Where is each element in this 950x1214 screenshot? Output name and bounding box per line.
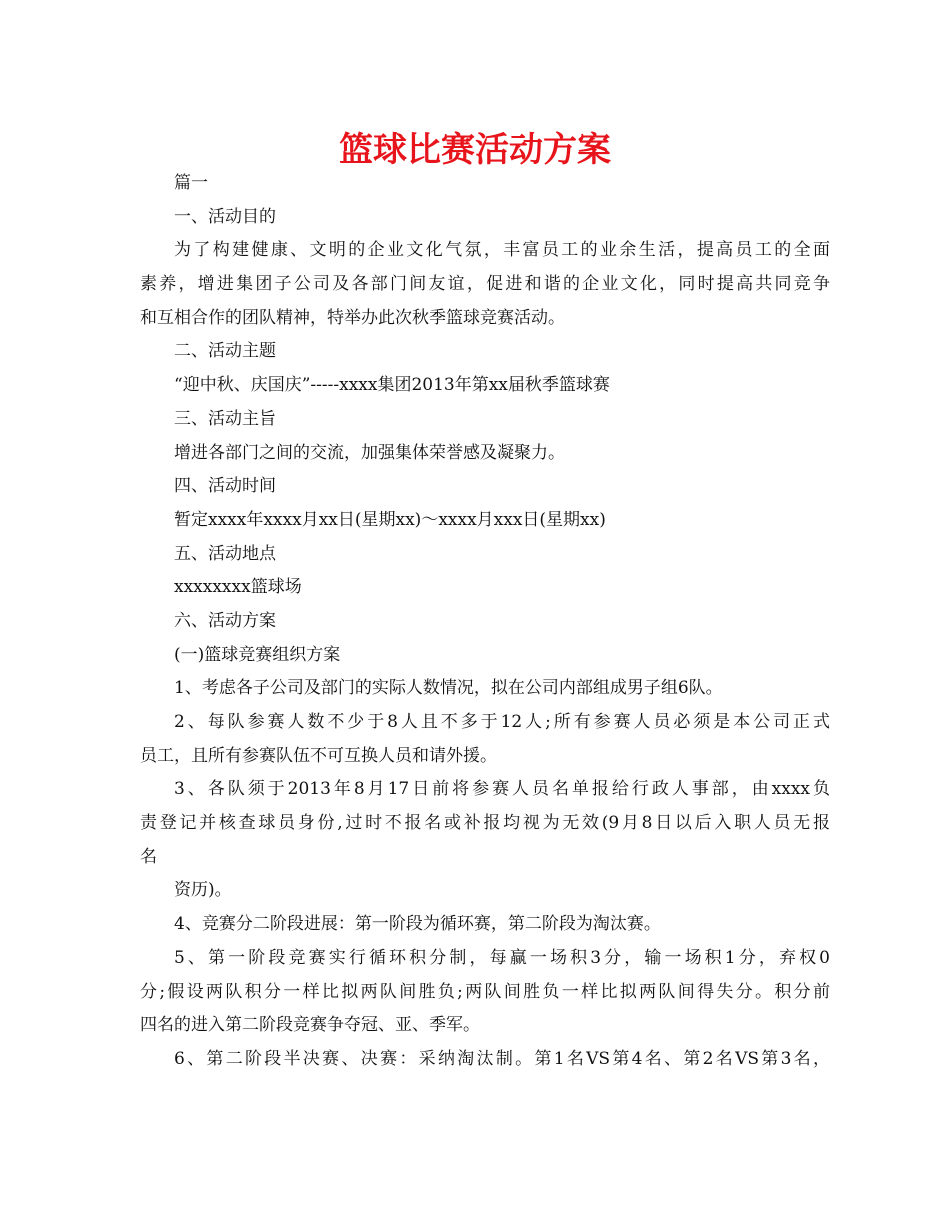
section-heading: 一、活动目的 [174, 206, 276, 227]
paragraph-line: 暂定xxxx年xxxx月xx日(星期xx)～xxxx月xxx日(星期xx) [174, 509, 606, 530]
paragraph-line: 为了构建健康、文明的企业文化气氛，丰富员工的业余生活，提高员工的全面 [174, 240, 830, 261]
document-title: 篮球比赛活动方案 [339, 130, 611, 170]
paragraph-line: 四名的进入第二阶段竞赛争夺冠、亚、季军。 [140, 1015, 480, 1036]
paragraph-line: 3、各队须于2013年8月17日前将参赛人员名单报给行政人事部，由xxxx负 [174, 779, 830, 800]
document-body [140, 167, 830, 1077]
paragraph-line: 员工，且所有参赛队伍不可互换人员和请外援。 [140, 745, 497, 766]
paragraph-line: 4、竞赛分二阶段进展：第一阶段为循环赛，第二阶段为淘汰赛。 [174, 914, 661, 935]
paragraph-line: 1、考虑各子公司及部门的实际人数情况，拟在公司内部组成男子组6队。 [174, 678, 723, 699]
section-heading: 二、活动主题 [174, 341, 276, 362]
paragraph-line: xxxxxxxx篮球场 [174, 577, 302, 598]
paragraph-line: 和互相合作的团队精神，特举办此次秋季篮球竞赛活动。 [140, 307, 565, 328]
paragraph-line: 责登记并核查球员身份,过时不报名或补报均视为无效(9月8日以后入职人员无报 [140, 813, 830, 834]
section-heading: 六、活动方案 [174, 610, 276, 631]
paragraph-line: 素养，增进集团子公司及各部门间友谊，促进和谐的企业文化，同时提高共同竞争 [140, 274, 830, 295]
section-heading: 五、活动地点 [174, 543, 276, 564]
paragraph-line: 资历)。 [174, 880, 232, 901]
paragraph-line: 2、每队参赛人数不少于8人且不多于12人;所有参赛人员必须是本公司正式 [174, 712, 830, 732]
section-heading: 四、活动时间 [174, 476, 276, 497]
section-label: 篇一 [174, 173, 208, 193]
paragraph-line: 6、第二阶段半决赛、决赛：采纳淘汰制。第1名VS第4名、第2名VS第3名， [174, 1048, 830, 1069]
paragraph-line: 名 [140, 846, 157, 867]
paragraph-line: “迎中秋、庆国庆”-----xxxx集团2013年第xx届秋季篮球赛 [174, 375, 610, 396]
subsection-heading: (一)篮球竞赛组织方案 [174, 644, 341, 665]
paragraph-line: 增进各部门之间的交流，加强集体荣誉感及凝聚力。 [174, 442, 565, 463]
section-heading: 三、活动主旨 [174, 408, 276, 429]
paragraph-line: 分;假设两队积分一样比拟两队间胜负;两队间胜负一样比拟两队间得失分。积分前 [140, 981, 830, 1002]
paragraph-line: 5、第一阶段竞赛实行循环积分制，每赢一场积3分，输一场积1分，弃权0 [174, 947, 830, 968]
